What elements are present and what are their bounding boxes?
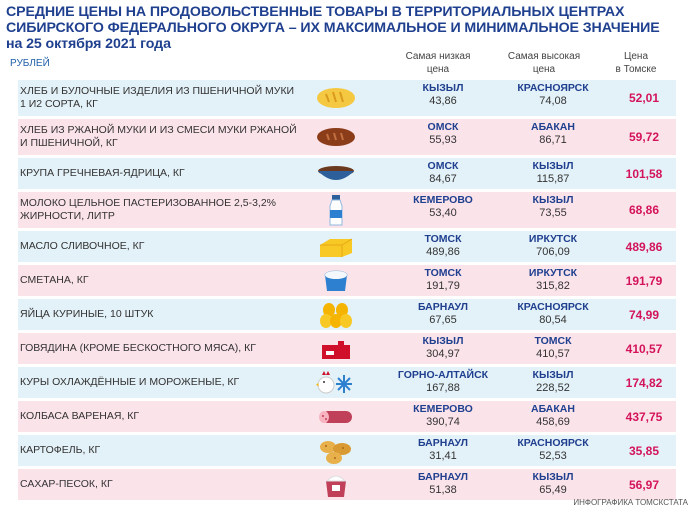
chicken-icon (314, 367, 358, 398)
tomsk-price: 101,58 (625, 166, 663, 181)
product-name: КАРТОФЕЛЬ, КГ (20, 444, 101, 456)
highest-price: 73,55 (539, 207, 567, 219)
product-name: ХЛЕБ ИЗ РЖАНОЙ МУКИ И ИЗ СМЕСИ МУКИ РЖАНОЙ И ПШЕНИЧНОЙ, КГ (20, 124, 297, 149)
tomsk-price: 52,01 (628, 91, 660, 105)
lowest-city: ТОМСК (424, 233, 462, 245)
highest-city: ИРКУТСК (528, 267, 578, 279)
product-name: ХЛЕБ И БУЛОЧНЫЕ ИЗДЕЛИЯ ИЗ ПШЕНИЧНОЙ МУКИ 1 И2 СОРТА, КГ (20, 85, 295, 110)
footer-credit: ИНФОГРАФИКА ТОМСКСТАТА (573, 498, 688, 507)
lowest-city: КЕМЕРОВО (413, 403, 473, 415)
lowest-city: БАРНАУЛ (418, 301, 468, 313)
potato-icon (314, 435, 358, 466)
tomsk-price: 489,86 (625, 239, 663, 254)
tomsk-price: 59,72 (628, 130, 660, 144)
product-name: ЯЙЦА КУРИНЫЕ, 10 ШТУК (20, 308, 154, 320)
tomsk-price: 191,79 (625, 273, 663, 288)
table-row (18, 192, 676, 228)
highest-price: 706,09 (536, 246, 570, 258)
highest-price: 80,54 (539, 314, 567, 326)
lowest-price: 67,65 (429, 314, 457, 326)
highest-price: 115,87 (536, 173, 570, 185)
table-row (18, 231, 676, 262)
highest-price: 86,71 (539, 134, 567, 146)
lowest-price: 167,88 (426, 382, 460, 394)
highest-city: КЫЗЫЛ (532, 160, 574, 172)
lowest-price: 489,86 (426, 246, 460, 258)
lowest-price: 31,41 (429, 450, 457, 462)
rye-bread-icon (314, 119, 358, 155)
product-name: ГОВЯДИНА (КРОМЕ БЕСКОСТНОГО МЯСА), КГ (20, 342, 256, 354)
highest-city: АБАКАН (531, 403, 575, 415)
lowest-city: ГОРНО-АЛТАЙСК (397, 369, 489, 381)
highest-price: 458,69 (536, 416, 570, 428)
lowest-city: ТОМСК (424, 267, 462, 279)
page-title (6, 4, 690, 52)
tomsk-price: 74,99 (628, 307, 660, 322)
lowest-city: КЫЗЫЛ (422, 335, 464, 347)
lowest-price: 390,74 (426, 416, 460, 428)
table-row (18, 158, 676, 189)
table-row (18, 265, 676, 296)
table-row (18, 119, 676, 155)
lowest-price: 304,97 (426, 348, 460, 360)
product-name: СМЕТАНА, КГ (20, 274, 89, 286)
tomsk-price: 174,82 (625, 375, 663, 390)
milk-bottle-icon (314, 192, 358, 228)
beef-icon (314, 333, 358, 364)
highest-price: 65,49 (539, 484, 567, 496)
lowest-price: 191,79 (426, 280, 460, 292)
highest-price: 315,82 (536, 280, 570, 292)
highest-price: 410,57 (536, 348, 570, 360)
table-row (18, 333, 676, 364)
lowest-price: 55,93 (429, 134, 457, 146)
highest-price: 74,08 (539, 95, 567, 107)
tomsk-price: 35,85 (628, 443, 660, 458)
product-name: КРУПА ГРЕЧНЕВАЯ-ЯДРИЦА, КГ (20, 167, 185, 179)
header-lowest-price: Самая низкая цена (405, 51, 471, 75)
highest-city: КЫЗЫЛ (532, 369, 574, 381)
product-name: КУРЫ ОХЛАЖДЁННЫЕ И МОРОЖЕНЫЕ, КГ (20, 376, 240, 388)
lowest-price: 53,40 (429, 207, 457, 219)
title-line-2: СИБИРСКОГО ФЕДЕРАЛЬНОГО ОКРУГА – ИХ МАКСИМАЛЬНОЕ И МИНИМАЛЬНОЕ ЗНАЧЕНИЕ (6, 20, 660, 36)
lowest-city: БАРНАУЛ (418, 437, 468, 449)
sour-cream-icon (314, 265, 358, 296)
product-name: МАСЛО СЛИВОЧНОЕ, КГ (20, 240, 145, 252)
tomsk-price: 410,57 (625, 341, 663, 356)
lowest-city: КЫЗЫЛ (422, 82, 464, 94)
table-row (18, 401, 676, 432)
highest-city: ИРКУТСК (528, 233, 578, 245)
butter-icon (314, 231, 358, 262)
table-row (18, 469, 676, 500)
lowest-city: БАРНАУЛ (418, 471, 468, 483)
buckwheat-bowl-icon (314, 158, 358, 189)
lowest-city: КЕМЕРОВО (413, 194, 473, 206)
price-table (18, 80, 676, 503)
highest-city: КЫЗЫЛ (532, 471, 574, 483)
product-name: МОЛОКО ЦЕЛЬНОЕ ПАСТЕРИЗОВАННОЕ 2,5-3,2% ЖИРНОСТИ, ЛИТР (20, 197, 277, 222)
header-highest-price: Самая высокая цена (507, 51, 581, 75)
sugar-icon (314, 469, 358, 500)
highest-city: АБАКАН (531, 121, 575, 133)
product-name: САХАР-ПЕСОК, КГ (20, 478, 113, 490)
lowest-price: 84,67 (429, 173, 457, 185)
header-tomsk-price: Цена в Томске (615, 51, 657, 75)
tomsk-price: 437,75 (625, 409, 663, 424)
lowest-price: 43,86 (429, 95, 457, 107)
unit-label: РУБЛЕЙ (10, 58, 50, 69)
lowest-city: ОМСК (427, 160, 459, 172)
table-row (18, 435, 676, 466)
lowest-price: 51,38 (429, 484, 457, 496)
title-date: на 25 октября 2021 года (6, 36, 171, 52)
sausage-icon (314, 401, 358, 432)
loaf-icon (314, 80, 358, 116)
highest-price: 52,53 (539, 450, 567, 462)
tomsk-price: 68,86 (628, 203, 660, 217)
lowest-city: ОМСК (427, 121, 459, 133)
highest-city: КЫЗЫЛ (532, 194, 574, 206)
title-line-1: СРЕДНИЕ ЦЕНЫ НА ПРОДОВОЛЬСТВЕННЫЕ ТОВАРЫ В ТЕРРИТОРИАЛЬНЫХ ЦЕНТРАХ (6, 4, 625, 20)
table-row (18, 80, 676, 116)
highest-price: 228,52 (536, 382, 570, 394)
table-row (18, 299, 676, 330)
highest-city: КРАСНОЯРСК (517, 82, 589, 94)
table-row (18, 367, 676, 398)
eggs-icon (314, 299, 358, 330)
highest-city: ТОМСК (534, 335, 572, 347)
product-name: КОЛБАСА ВАРЕНАЯ, КГ (20, 410, 140, 422)
highest-city: КРАСНОЯРСК (517, 437, 589, 449)
tomsk-price: 56,97 (628, 477, 660, 492)
highest-city: КРАСНОЯРСК (517, 301, 589, 313)
